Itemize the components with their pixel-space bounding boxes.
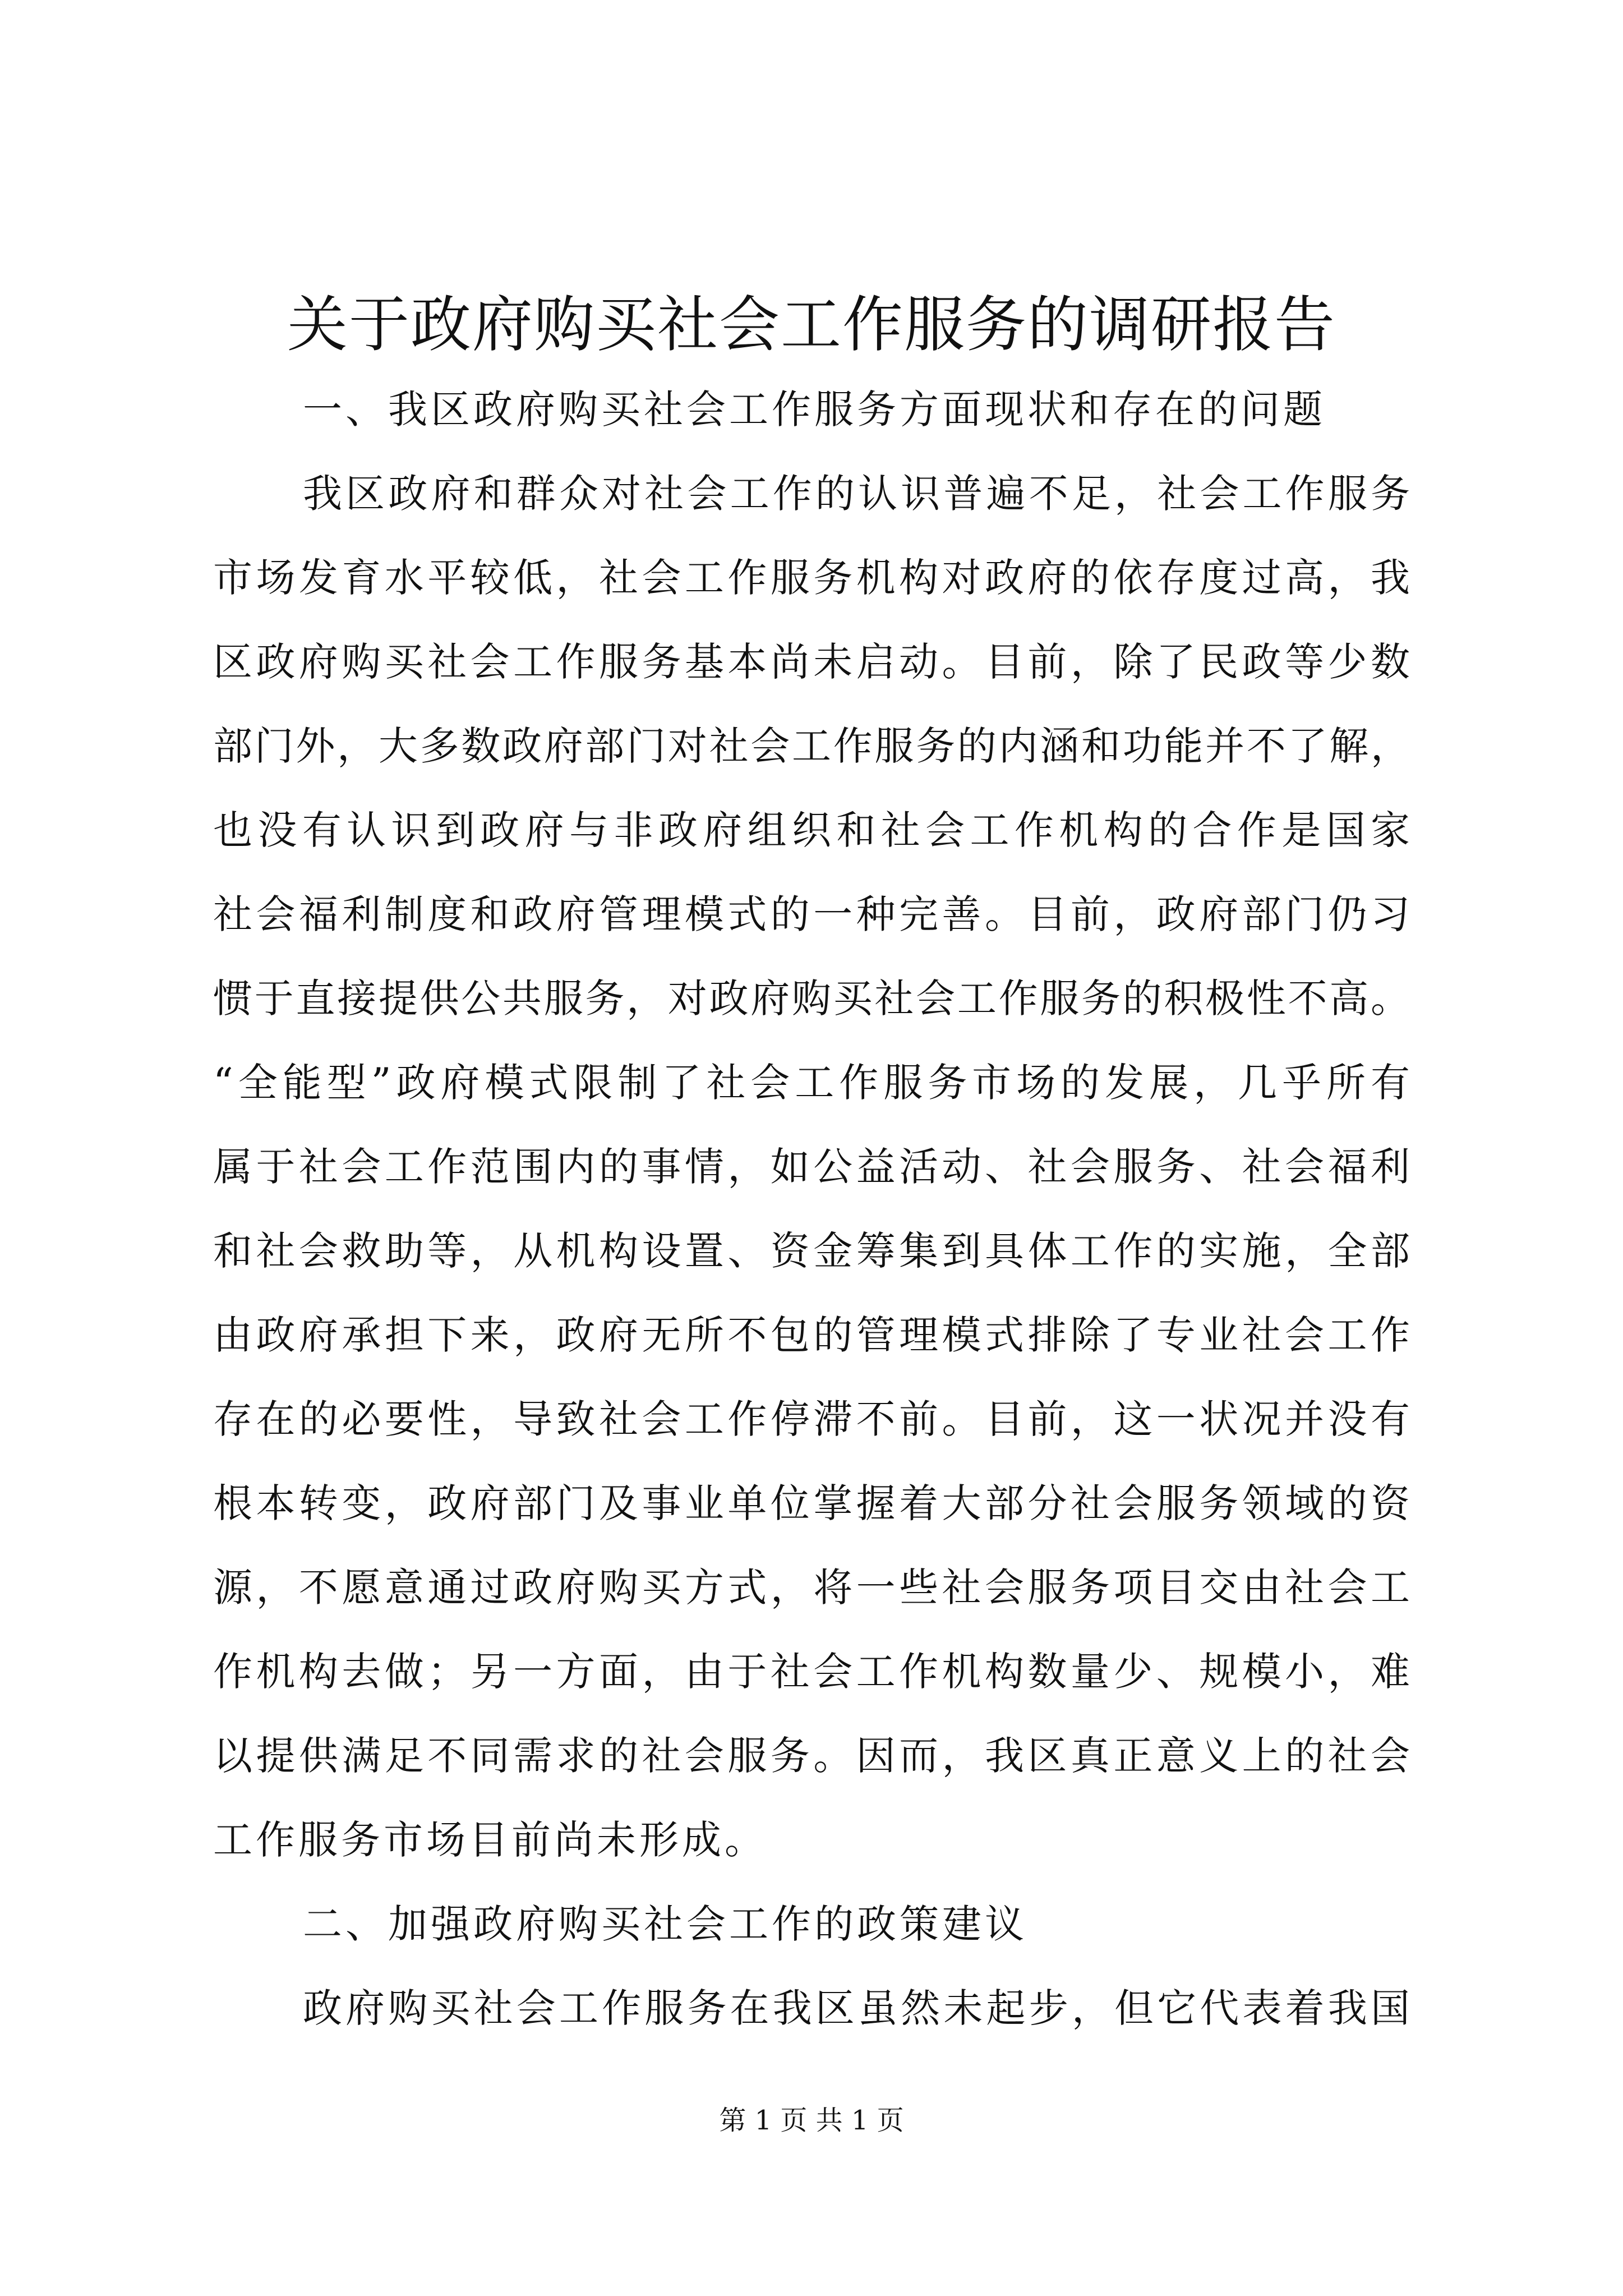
paragraph-line: 作机构去做；另一方面，由于社会工作机构数量少、规模小，难 — [213, 1649, 1410, 1695]
paragraph-line: 根本转变，政府部门及事业单位掌握着大部分社会服务领域的资 — [213, 1480, 1410, 1526]
page-number-footer: 第 1 页 共 1 页 — [719, 2105, 904, 2136]
paragraph-line: 和社会救助等，从机构设置、资金筹集到具体工作的实施，全部 — [213, 1228, 1410, 1274]
paragraph-line: 也没有认识到政府与非政府组织和社会工作机构的合作是国家 — [213, 807, 1410, 853]
paragraph-line: 存在的必要性，导致社会工作停滞不前。目前，这一状况并没有 — [213, 1396, 1410, 1442]
paragraph-line: 由政府承担下来，政府无所不包的管理模式排除了专业社会工作 — [213, 1312, 1410, 1358]
paragraph-line: 区政府购买社会工作服务基本尚未启动。目前，除了民政等少数 — [213, 639, 1410, 685]
section-heading-2: 二、加强政府购买社会工作的政策建议 — [303, 1901, 1027, 1947]
paragraph-line: 属于社会工作范围内的事情，如公益活动、社会服务、社会福利 — [213, 1144, 1410, 1190]
document-title: 关于政府购买社会工作服务的调研报告 — [287, 290, 1336, 360]
paragraph-line: 我区政府和群众对社会工作的认识普遍不足，社会工作服务 — [303, 471, 1410, 517]
paragraph-line: 部门外，大多数政府部门对社会工作服务的内涵和功能并不了解， — [213, 723, 1410, 769]
paragraph-line: 社会福利制度和政府管理模式的一种完善。目前，政府部门仍习 — [213, 891, 1410, 937]
paragraph-line: 源，不愿意通过政府购买方式，将一些社会服务项目交由社会工 — [213, 1565, 1410, 1611]
paragraph-line: 市场发育水平较低，社会工作服务机构对政府的依存度过高，我 — [213, 555, 1410, 601]
paragraph-line: “全能型”政府模式限制了社会工作服务市场的发展，几乎所有 — [213, 1060, 1410, 1106]
paragraph-line: 惯于直接提供公共服务，对政府购买社会工作服务的积极性不高。 — [213, 976, 1410, 1022]
section-heading-1: 一、我区政府购买社会工作服务方面现状和存在的问题 — [303, 386, 1326, 432]
paragraph-line: 以提供满足不同需求的社会服务。因而，我区真正意义上的社会 — [213, 1733, 1410, 1779]
paragraph-line: 政府购买社会工作服务在我区虽然未起步，但它代表着我国 — [303, 1985, 1410, 2031]
paragraph-line: 工作服务市场目前尚未形成。 — [213, 1817, 767, 1863]
